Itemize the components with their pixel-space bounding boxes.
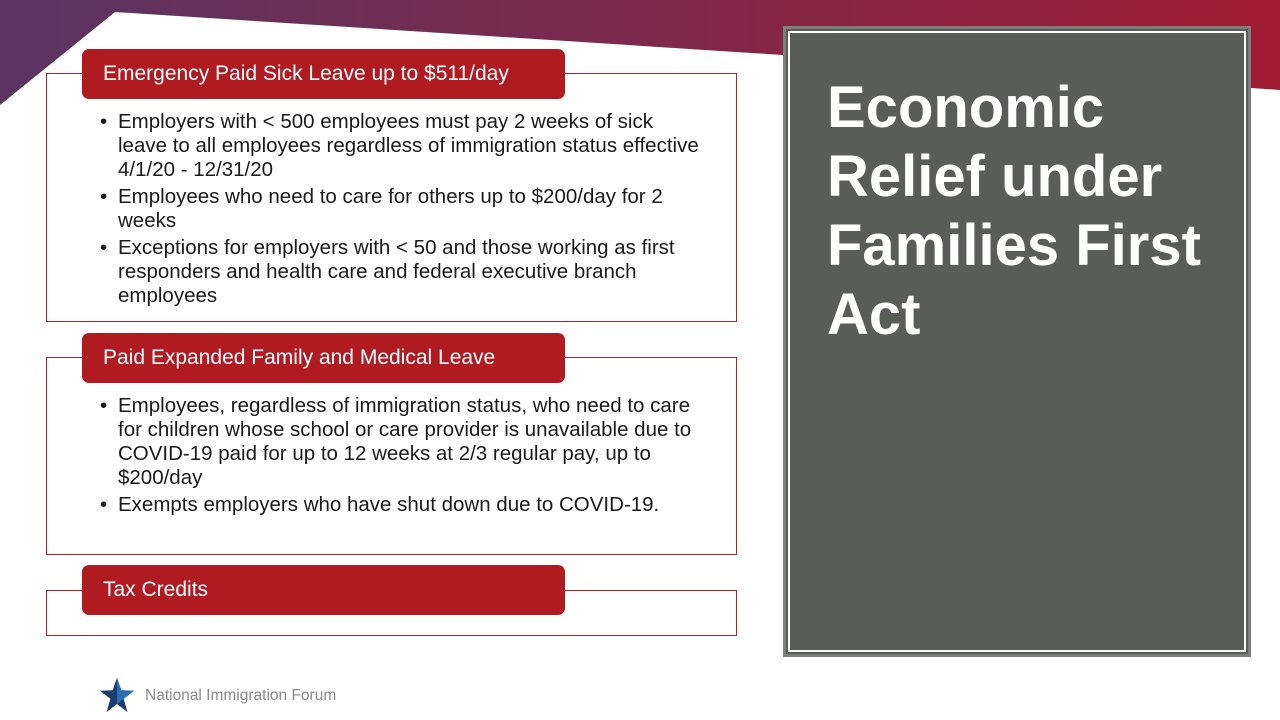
footer-organization-name: National Immigration Forum (145, 687, 337, 704)
bullet-item: • Employees who need to care for others up to $200/day for 2 weeks (100, 185, 663, 232)
bullet-item: • Employees, regardless of immigration status, who need to care for children whose school or care provider is unavailable due to COVID-19 paid for up to 12 weeks at 2/3 regular pay, up to $200/day (100, 394, 692, 489)
bullet-text: Exceptions for employers with < 50 and those working as first responders and health care and federal executive branch employees (118, 236, 675, 307)
bullet-list-family-leave (100, 394, 700, 520)
bullet-text: Exempts employers who have shut down due to COVID-19. (118, 493, 660, 516)
section-header-sick-leave: Emergency Paid Sick Leave up to $511/day (82, 49, 565, 99)
section-header-family-leave: Paid Expanded Family and Medical Leave (82, 333, 565, 383)
bullet-item: • Exceptions for employers with < 50 and those working as first responders and health care and federal executive branch employees (100, 236, 675, 307)
bullet-item: • Exempts employers who have shut down due to COVID-19. (100, 493, 660, 516)
bullet-text: Employees, regardless of immigration status, who need to care for children whose school or care provider is unavailable due to COVID-19 paid for up to 12 weeks at 2/3 regular pay, up to $200/day (118, 394, 692, 489)
bullet-text: Employers with < 500 employees must pay 2 weeks of sick leave to all employees regardless of immigration status effective 4/1/20 - 12/31/20 (118, 110, 699, 181)
bullet-list-sick-leave (100, 110, 700, 311)
bullet-text: Employees who need to care for others up to $200/day for 2 weeks (118, 185, 663, 232)
section-header-tax-credits: Tax Credits (82, 565, 565, 615)
star-icon (98, 676, 136, 714)
title-panel (783, 26, 1251, 657)
bullet-item: • Employers with < 500 employees must pay 2 weeks of sick leave to all employees regardless of immigration status effective 4/1/20 - 12/31/20 (100, 110, 699, 181)
slide-title: Economic Relief under Families First Act (827, 75, 1201, 347)
